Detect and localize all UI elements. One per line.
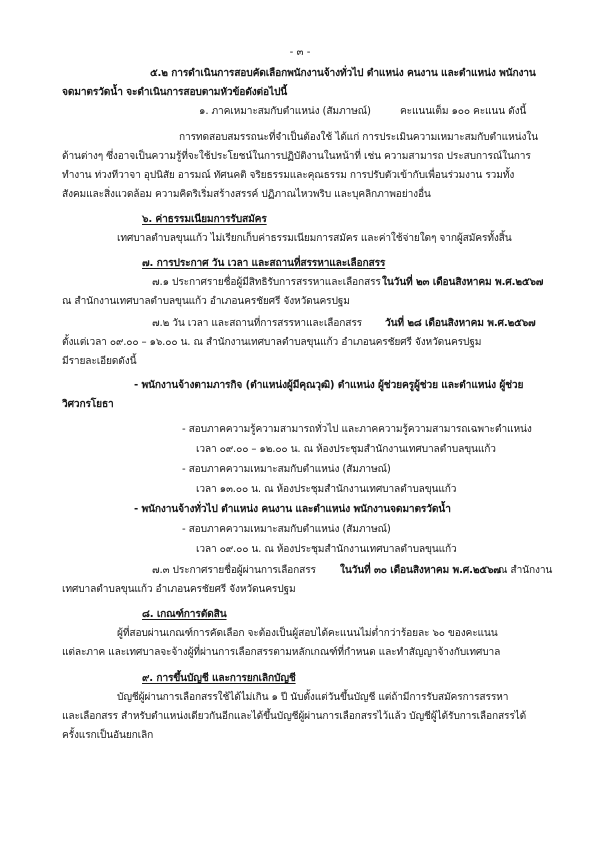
section-7-3-location: เทศบาลตำบลขุนแก้ว อำเภอนครชัยศรี จังหวัดนครปฐม xyxy=(62,584,296,595)
section-6-title: ๖. ค่าธรรมเนียมการรับสมัคร xyxy=(142,214,267,225)
section-7-1-text: ๗.๑ ประกาศรายชื่อผู้มีสิทธิรับการสรรหาและเลือกสรร xyxy=(152,277,381,288)
section-7-3-date: ในวันที่ ๓๐ เดือนสิงหาคม พ.ศ.๒๕๖๗ xyxy=(340,565,501,576)
section-5-2-paragraph-line-3: ทำงาน ท่วงทีวาจา อุปนิสัย อารมณ์ ทัศนคติ จริยธรรมและคุณธรรม การปรับตัวเข้ากับเพื่อนร่วมงาน รวมทั้ง xyxy=(62,170,515,181)
section-5-2-title-line-2: จดมาตรวัดน้ำ จะดำเนินการสอบตามหัวข้อดังต่อไปนี้ xyxy=(62,87,288,98)
section-7-1-date: ในวันที่ ๒๓ เดือนสิงหาคม พ.ศ.๒๕๖๗ xyxy=(382,277,544,288)
section-8-paragraph-line-1: ผู้ที่สอบผ่านเกณฑ์การคัดเลือก จะต้องเป็นผู้สอบได้คะแนนไม่ต่ำกว่าร้อยละ ๖๐ ของคะแนน xyxy=(117,628,498,639)
section-7-title: ๗. การประกาศ วัน เวลา และสถานที่สรรหาและเลือกสรร xyxy=(142,258,386,269)
section-7-2-text: ๗.๒ วัน เวลา และสถานที่การสรรหาและเลือกสรร xyxy=(152,318,362,329)
section-5-2-sub-score: คะแนนเต็ม ๑๐๐ คะแนน ดังนี้ xyxy=(400,106,527,117)
section-5-2-paragraph-line-4: สังคมและสิ่งแวดล้อม ความคิดริเริ่มสร้างสรรค์ ปฏิภาณไหวพริบ และบุคลิกภาพอย่างอื่น xyxy=(62,189,431,200)
section-9-title: ๙. การขึ้นบัญชี และการยกเลิกบัญชี xyxy=(142,673,296,684)
page-number: - ๓ - xyxy=(289,47,311,58)
section-6-paragraph: เทศบาลตำบลขุนแก้ว ไม่เรียกเก็บค่าธรรมเนียมการสมัคร และค่าใช้จ่ายใดๆ จากผู้สมัครทั้งสิ้น xyxy=(117,233,512,244)
section-5-2-sub-label: ๑. ภาคเหมาะสมกับตำแหน่ง (สัมภาษณ์) xyxy=(199,106,371,117)
section-7-2-date: วันที่ ๒๘ เดือนสิงหาคม พ.ศ.๒๕๖๗ xyxy=(385,318,536,329)
section-9-paragraph-line-1: บัญชีผู้ผ่านการเลือกสรรใช้ได้ไม่เกิน ๑ ปี นับตั้งแต่วันขึ้นบัญชี แต่ถ้ามีการรับสมัครการสรรหา xyxy=(117,692,509,703)
section-8-title: ๘. เกณฑ์การตัดสิน xyxy=(142,609,227,620)
section-7-2-time-location: ตั้งแต่เวลา ๐๙.๐๐ – ๑๖.๐๐ น. ณ สำนักงานเทศบาลตำบลขุนแก้ว อำเภอนครชัยศรี จังหวัดนครปฐม xyxy=(62,337,482,348)
section-5-2-title-line-1: ๕.๒ การดำเนินการสอบคัดเลือกพนักงานจ้างทั่วไป ตำแหน่ง คนงาน และตำแหน่ง พนักงาน xyxy=(150,68,536,79)
section-7-3-text: ๗.๓ ประกาศรายชื่อผู้ผ่านการเลือกสรร xyxy=(152,565,316,576)
group-1-item-1-time: เวลา ๐๙.๐๐ – ๑๒.๐๐ น. ณ ห้องประชุมสำนักงานเทศบาลตำบลขุนแก้ว xyxy=(196,444,496,455)
group-1-title-line-1: - พนักงานจ้างตามภารกิจ (ตำแหน่งผู้มีคุณวุฒิ) ตำแหน่ง ผู้ช่วยครูผู้ช่วย และตำแหน่ง ผู้ช่วย xyxy=(134,380,524,391)
section-9-paragraph-line-3: ครั้งแรกเป็นอันยกเลิก xyxy=(62,730,154,741)
group-1-item-2: - สอบภาคความเหมาะสมกับตำแหน่ง (สัมภาษณ์) xyxy=(182,464,391,475)
section-9-paragraph-line-2: และเลือกสรร สำหรับตำแหน่งเดียวกันอีกและได้ขึ้นบัญชีผู้ผ่านการเลือกสรรไว้แล้ว บัญชีผู้ได้รับการเลือกสรรได้ xyxy=(62,711,527,722)
section-8-paragraph-line-2: แต่ละภาค และเทศบาลจะจ้างผู้ที่ผ่านการเลือกสรรตามหลักเกณฑ์ที่กำหนด และทำสัญญาจ้างกับเทศบาล xyxy=(62,647,501,658)
group-2-item-1-time: เวลา ๐๙.๐๐ น. ณ ห้องประชุมสำนักงานเทศบาลตำบลขุนแก้ว xyxy=(196,544,457,555)
section-7-1-location: ณ สำนักงานเทศบาลตำบลขุนแก้ว อำเภอนครชัยศรี จังหวัดนครปฐม xyxy=(62,296,350,307)
section-7-3-location-start: ณ สำนักงาน xyxy=(498,565,553,576)
group-2-item-1: - สอบภาคความเหมาะสมกับตำแหน่ง (สัมภาษณ์) xyxy=(182,524,391,535)
section-5-2-paragraph-line-2: ด้านต่างๆ ซึ่งอาจเป็นความรู้ที่จะใช้ประโยชน์ในการปฏิบัติงานในหน้าที่ เช่น ความสามารถ ประสบการณ์ในการ xyxy=(62,151,531,162)
section-7-2-details-label: มีรายละเอียดดังนี้ xyxy=(62,356,137,367)
group-2-title: - พนักงานจ้างทั่วไป ตำแหน่ง คนงาน และตำแหน่ง พนักงานจดมาตรวัดน้ำ xyxy=(134,504,451,515)
group-1-title-line-2: วิศวกรโยธา xyxy=(62,399,114,410)
section-5-2-paragraph-line-1: การทดสอบสมรรถนะที่จำเป็นต้องใช้ ได้แก่ การประเมินความเหมาะสมกับตำแหน่งใน xyxy=(179,132,538,143)
group-1-item-2-time: เวลา ๑๓.๐๐ น. ณ ห้องประชุมสำนักงานเทศบาลตำบลขุนแก้ว xyxy=(196,484,457,495)
group-1-item-1: - สอบภาคความรู้ความสามารถทั่วไป และภาคความรู้ความสามารถเฉพาะตำแหน่ง xyxy=(182,424,532,435)
